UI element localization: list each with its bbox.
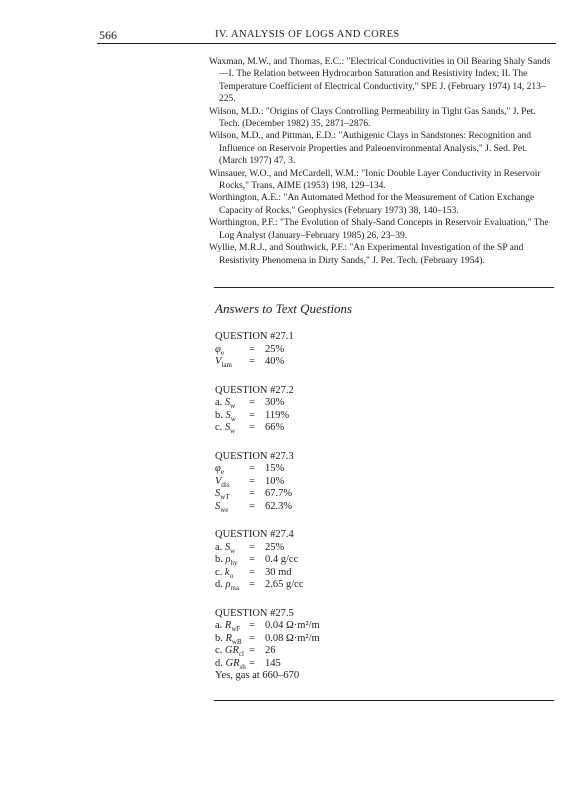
answer-row (215, 567, 320, 580)
equals-sign: = (249, 541, 255, 553)
section-rule (214, 287, 554, 288)
equals-sign: = (249, 554, 255, 565)
equals-sign: = (249, 566, 255, 578)
reference-list (209, 56, 555, 267)
answers-list (215, 331, 320, 683)
header-rule (97, 43, 556, 44)
running-head: IV. ANALYSIS OF LOGS AND CORES (215, 29, 400, 40)
reference-entry: Worthington, A.E.: "An Automated Method for the Measurement of Cation Exchange Capacity of Rocks," Geophysics (February 1973) 38, 140–153. (209, 193, 535, 216)
answer-symbol: b. $\rho_{hy}$ (215, 554, 238, 568)
answer-value: 15% (265, 463, 285, 474)
answer-symbol: b. $R_{wB}$ (215, 632, 242, 646)
answer-row (215, 620, 320, 633)
answers-heading: Answers to Text Questions (215, 301, 353, 316)
answer-row (215, 356, 320, 369)
equals-sign: = (249, 657, 255, 669)
answer-value: 30 md (265, 566, 292, 578)
answer-value: 0.4 g/cc (265, 554, 299, 565)
answer-symbol: d. $GR_{sh}$ (215, 657, 246, 671)
equals-sign: = (249, 579, 255, 590)
reference-entry: Waxman, M.W., and Thomas, E.C.: "Electrical Conductivities in Oil Bearing Shaly Sands—I. The Relation between Hydrocarbon Saturation and Resistivity Index; II. The Temperature Coefficient of Electrical Conductivity," SPE J. (February 1974) 14, 213–225. (209, 57, 551, 105)
answer-symbol: $S_{wT}$ (215, 488, 230, 502)
answer-row (215, 422, 320, 435)
question-title: QUESTION #27.2 (215, 384, 294, 396)
answer-row (215, 645, 320, 658)
answer-value: 40% (265, 356, 285, 367)
answer-row (215, 501, 320, 514)
question-block (215, 451, 320, 514)
answer-symbol: a. $S_w$ (215, 541, 236, 555)
answer-value: 30% (265, 397, 285, 408)
equals-sign: = (249, 463, 255, 474)
question-title: QUESTION #27.1 (215, 331, 294, 342)
answer-value: 2.65 g/cc (265, 579, 304, 590)
question-block (215, 331, 320, 369)
answer-symbol: $\varphi_e$ (215, 343, 224, 357)
equals-sign: = (249, 422, 255, 433)
answer-value: 66% (265, 422, 285, 433)
answer-symbol: $\varphi_e$ (215, 463, 224, 477)
reference-entry: Winsauer, W.O., and McCardell, W.M.: "Ionic Double Layer Conductivity in Reservoir Rocks," Trans, AIME (1953) 198, 129–134. (209, 168, 541, 192)
answer-symbol: $V_{lam}$ (215, 356, 232, 370)
answer-symbol: $S_{we}$ (215, 500, 229, 514)
question-block (215, 608, 320, 683)
reference-entry: Wilson, M.D., and Pittman, E.D.: "Authigenic Clays in Sandstones: Recognition and Influence on Reservoir Properties and Paleoenvironmental Analysis," J. Sed. Pet. (March 1977) 47, 3. (209, 131, 531, 167)
answer-symbol: b. $S_w$ (215, 409, 236, 423)
answer-value: 25% (265, 343, 285, 355)
page-number: 566 (99, 28, 117, 42)
answer-symbol: c. $GR_{cl}$ (215, 645, 244, 659)
answer-value: 10% (265, 475, 285, 487)
question-block (215, 385, 320, 435)
answer-row (215, 410, 320, 423)
answer-value: 119% (265, 409, 290, 421)
equals-sign: = (249, 645, 255, 656)
answer-symbol: c. $k_o$ (215, 566, 234, 580)
answer-value: 67.7% (265, 488, 293, 499)
answer-symbol: c. $S_w$ (215, 422, 236, 436)
answer-symbol: $V_{dis}$ (215, 475, 230, 489)
answer-row (215, 476, 320, 489)
bottom-rule (214, 700, 554, 701)
answer-value: 62.3% (265, 500, 293, 512)
answer-row (215, 463, 320, 476)
equals-sign: = (249, 397, 255, 408)
equals-sign: = (249, 620, 255, 631)
answer-row (215, 579, 320, 592)
equals-sign: = (249, 343, 255, 355)
equals-sign: = (249, 409, 255, 421)
answer-row (215, 488, 320, 501)
reference-entry: Wyllie, M.R.J., and Southwick, P.F.: "An Experimental Investigation of the SP and Resistivity Phenomena in Dirty Sands," J. Pet. Tech. (February 1954). (209, 243, 524, 266)
equals-sign: = (249, 632, 255, 644)
question-title: QUESTION #27.5 (215, 607, 294, 619)
equals-sign: = (249, 475, 255, 487)
answer-value: 145 (265, 657, 281, 669)
reference-entry: Worthington, P.F.: "The Evolution of Shaly-Sand Concepts in Reservoir Evaluation," The Log Analyst (January–February 1985) 26, 23–39. (209, 218, 549, 241)
answer-symbol: a. $R_{wF}$ (215, 620, 241, 634)
answer-row (215, 542, 320, 555)
answer-row (215, 554, 320, 567)
answer-row (215, 633, 320, 646)
answer-value: 25% (265, 541, 285, 553)
answer-row (215, 658, 320, 671)
answer-row (215, 344, 320, 357)
answer-row (215, 397, 320, 410)
equals-sign: = (249, 356, 255, 367)
equals-sign: = (249, 488, 255, 499)
answer-note: Yes, gas at 660–670 (215, 670, 300, 681)
answer-symbol: d. $\rho_{ma}$ (215, 579, 240, 593)
answer-value: 26 (265, 645, 276, 656)
answer-value: 0.08 Ω·m²/m (265, 632, 320, 644)
answer-symbol: a. $S_w$ (215, 397, 236, 411)
question-title: QUESTION #27.3 (215, 450, 294, 462)
answer-value: 0.04 Ω·m²/m (265, 620, 320, 631)
equals-sign: = (249, 500, 255, 512)
reference-entry: Wilson, M.D.: "Origins of Clays Controlling Permeability in Tight Gas Sands," J. Pet. Tech. (December 1982) 35, 2871–2876. (209, 106, 536, 130)
question-block (215, 529, 320, 592)
question-title: QUESTION #27.4 (215, 529, 294, 540)
